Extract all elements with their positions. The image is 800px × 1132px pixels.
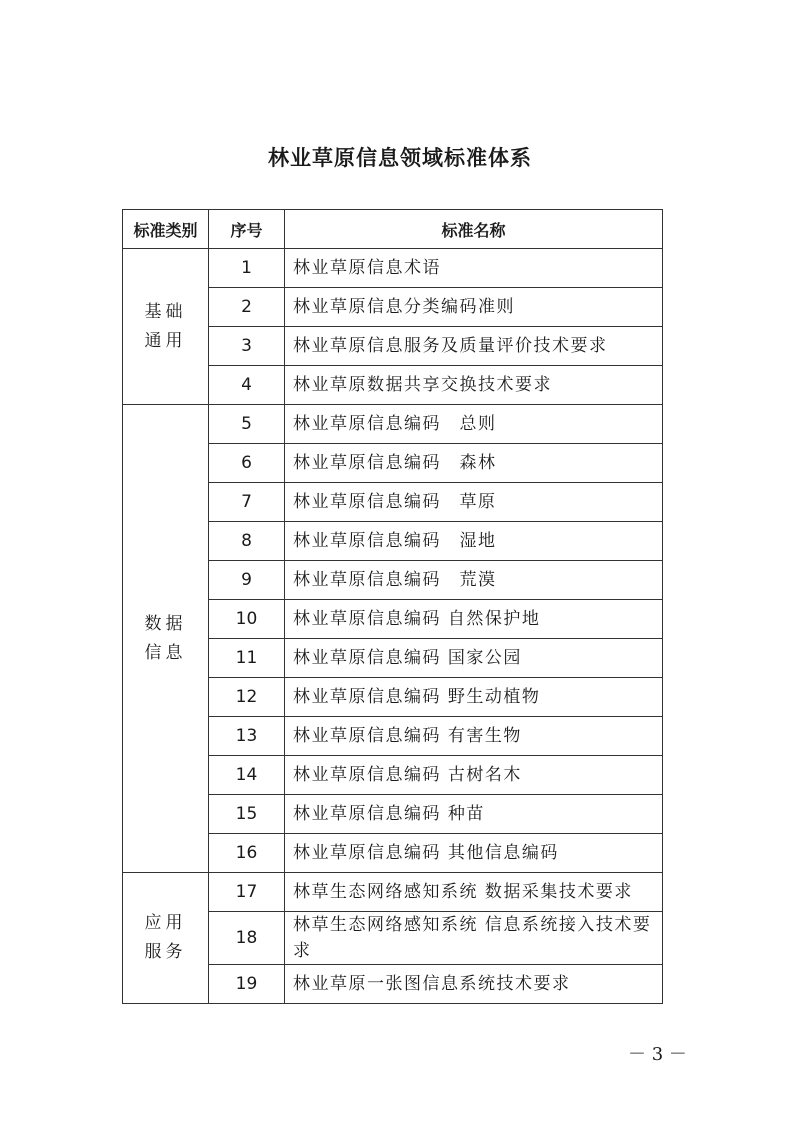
row-number: 14: [209, 756, 285, 795]
page-number: － 3 －: [628, 1044, 687, 1065]
row-number: 4: [209, 366, 285, 405]
row-number: 2: [209, 288, 285, 327]
row-number: 15: [209, 795, 285, 834]
row-number: 3: [209, 327, 285, 366]
category-label-line: 数据: [144, 613, 187, 634]
table-row: [123, 249, 663, 288]
standard-name: 林业草原数据共享交换技术要求: [285, 366, 663, 405]
standard-name: 林业草原信息编码 国家公园: [285, 639, 663, 678]
standard-name: 林业草原信息编码 草原: [285, 483, 663, 522]
row-number: 7: [209, 483, 285, 522]
table-body: [123, 249, 663, 1004]
category-label-line: 信息: [144, 642, 187, 663]
standard-name: 林业草原信息术语: [285, 249, 663, 288]
standard-name: 林业草原信息编码 湿地: [285, 522, 663, 561]
row-number: 17: [209, 873, 285, 912]
row-number: 10: [209, 600, 285, 639]
header-category: 标准类别: [123, 210, 209, 249]
standard-name: 林业草原信息编码 总则: [285, 405, 663, 444]
standard-name: 林业草原信息编码 荒漠: [285, 561, 663, 600]
standard-name: 林业草原信息编码 野生动植物: [285, 678, 663, 717]
category-label-line: 服务: [144, 942, 187, 962]
standard-name: 林业草原一张图信息系统技术要求: [285, 965, 663, 1004]
category-cell: [123, 405, 209, 873]
row-number: 5: [209, 405, 285, 444]
row-number: 18: [209, 912, 285, 965]
standard-name: 林业草原信息编码 其他信息编码: [285, 834, 663, 873]
table-row: [123, 873, 663, 912]
table-row: [123, 405, 663, 444]
row-number: 16: [209, 834, 285, 873]
row-number: 9: [209, 561, 285, 600]
category-cell: [123, 873, 209, 1004]
header-number: 序号: [209, 210, 285, 249]
table-header-row: [123, 210, 663, 249]
standard-name: 林业草原信息服务及质量评价技术要求: [285, 327, 663, 366]
row-number: 11: [209, 639, 285, 678]
standard-name: 林业草原信息编码 种苗: [285, 795, 663, 834]
row-number: 8: [209, 522, 285, 561]
row-number: 13: [209, 717, 285, 756]
standard-name: 林草生态网络感知系统 数据采集技术要求: [285, 873, 663, 912]
row-number: 6: [209, 444, 285, 483]
document-title: 林业草原信息领域标准体系: [268, 146, 532, 170]
standards-table: [122, 209, 663, 1004]
standard-name: 林业草原信息编码 森林: [285, 444, 663, 483]
category-cell: [123, 249, 209, 405]
standard-name: 林业草原信息编码 自然保护地: [285, 600, 663, 639]
row-number: 19: [209, 965, 285, 1004]
row-number: 12: [209, 678, 285, 717]
standard-name: 林业草原信息编码 有害生物: [285, 717, 663, 756]
standard-name: 林业草原信息编码 古树名木: [285, 756, 663, 795]
row-number: 1: [209, 249, 285, 288]
standard-name: 林业草原信息分类编码准则: [285, 288, 663, 327]
category-label-line: 基础: [144, 301, 187, 322]
category-label-line: 应用: [144, 913, 187, 933]
standard-name: 林草生态网络感知系统 信息系统接入技术要求: [285, 912, 663, 965]
header-name: 标准名称: [285, 210, 663, 249]
category-label-line: 通用: [144, 330, 187, 351]
